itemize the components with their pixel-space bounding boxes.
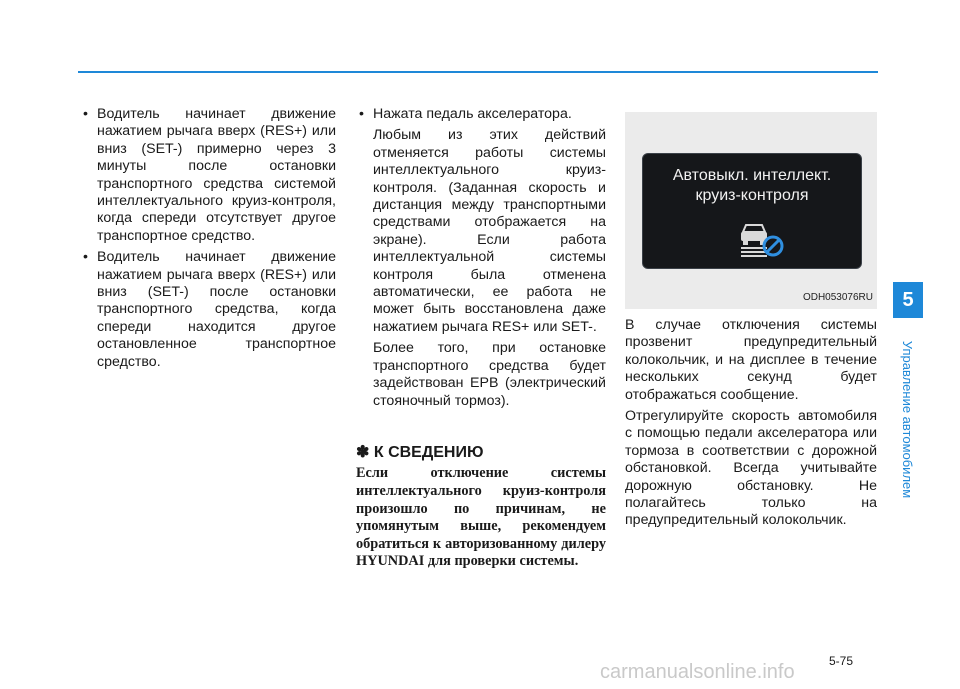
note-body: Если отключение системы интеллектуального круиз-контроля произошло по причинам, не упомянутым выше, рекомендуем обратиться к авторизованному дилеру HYUNDAI для проверки системы. <box>356 465 606 570</box>
watermark: carmanualsonline.info <box>600 661 795 683</box>
paragraph: Любым из этих действий отменяется работы системы интеллектуального круиз-контроля. (Заданная скорость и дистанция между транспортными средствами отображается на экране). Если работа интеллектуальной системы контроля была отменена автоматически, ее работа не может быть восстановлена даже нажатием рычага RES+ или SET-. <box>373 127 606 335</box>
chapter-title-wrap <box>893 324 923 514</box>
list-item: • Водитель начинает движение нажатием рычага вверх (RES+) или вниз (SET-) примерно через 3 минуты после остановки транспортного средства системой интеллектуального круиз-контроля, когда спереди отсутствует другое транспортное средство. <box>80 106 336 245</box>
chapter-number: 5 <box>893 282 923 318</box>
column-right <box>625 106 877 534</box>
chapter-title: Управление автомобилем <box>900 340 916 498</box>
column-middle <box>356 106 606 571</box>
screen-line: круиз-контроля <box>695 187 809 204</box>
top-rule <box>78 71 878 73</box>
cruise-control-off-icon <box>735 218 787 258</box>
cluster-screen <box>642 153 862 269</box>
chapter-tab <box>893 282 923 514</box>
page-number: 5-75 <box>829 654 854 668</box>
paragraph: Более того, при остановке транспортного средства будет задействован EPB (электрический стояночный тормоз). <box>373 340 606 409</box>
figure-code: ODH053076RU <box>802 291 873 303</box>
paragraph: Отрегулируйте скорость автомобиля с помощью педали акселератора или тормоза в соответствии с дорожной обстановкой. Всегда учитывайте дорожную обстановку. Не полагайтесь только на предупредительный колокольчик. <box>625 408 877 529</box>
screen-message <box>643 166 861 206</box>
column-left <box>80 106 336 375</box>
cluster-display-figure <box>625 112 877 309</box>
paragraph: В случае отключения системы прозвенит предупредительный колокольчик, и на дисплее в течение нескольких секунд будет отображаться сообщение. <box>625 317 877 403</box>
list-item: • Нажата педаль акселератора. <box>356 106 606 123</box>
list-item: • Водитель начинает движение нажатием рычага вверх (RES+) или вниз (SET-) после остановки транспортного средства, когда спереди находится другое остановленное транспортное средство. <box>80 249 336 371</box>
note-title: ✽ К СВЕДЕНИЮ <box>356 443 484 461</box>
screen-line: Автовыкл. интеллект. <box>672 167 832 184</box>
